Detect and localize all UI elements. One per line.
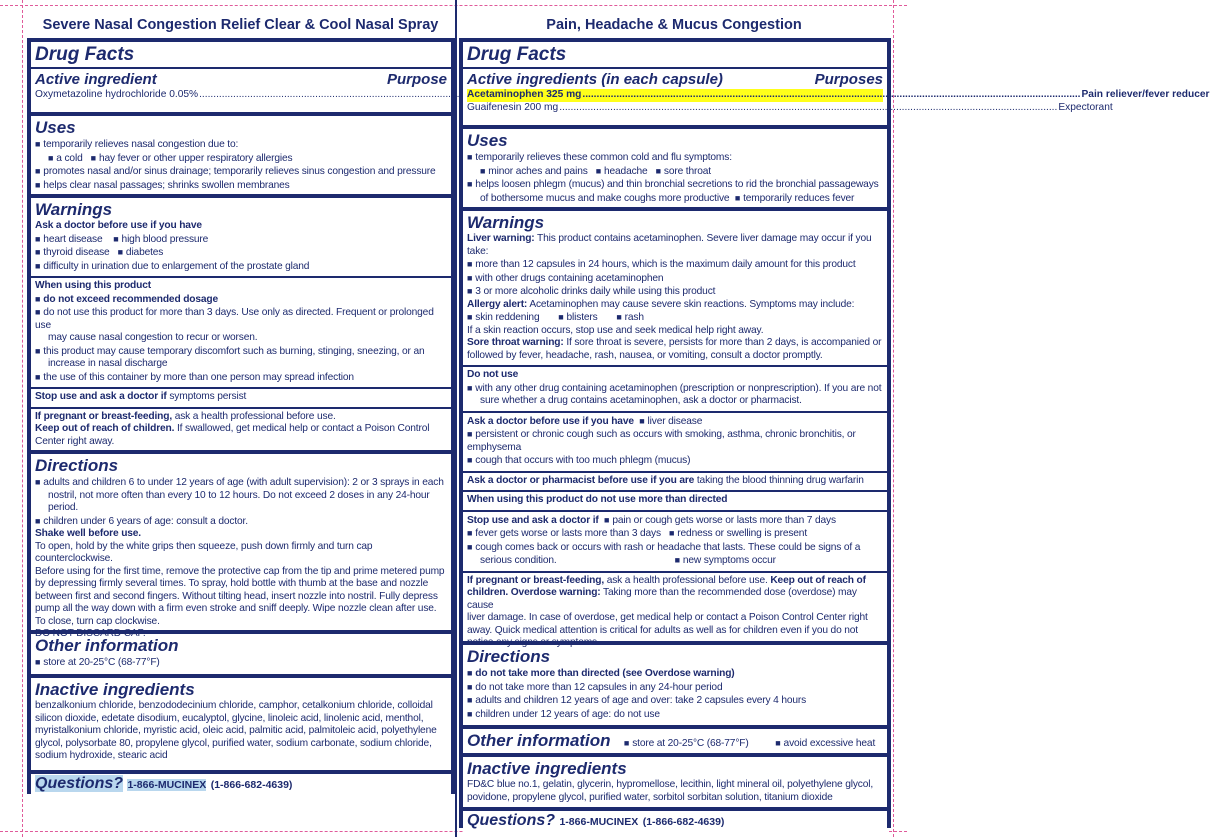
left-uses-item: ■ helps clear nasal passages; shrinks swollen membranes <box>35 179 447 193</box>
right-inactive-box: Inactive ingredients FD&C blue no.1, gelatin, glycerin, hypromellose, lecithin, light mineral oil, polyethylene glycol, povidone, propylene glycol, purified water, sorbitol sorbitan solution, titanium dioxide <box>463 757 887 807</box>
cut-line-right <box>893 0 894 837</box>
right-warnings-heading: Warnings <box>467 213 545 232</box>
right-warnings-box: Warnings Liver warning: This product contains acetaminophen. Severe liver damage may occur if you take: ■ more than 12 capsules in 24 hours, which is the maximum daily amount for this product ■ with other drugs containing acetaminophen ■ 3 or more alcoholic drinks daily while using this product Allergy alert: Acetaminophen may cause severe skin reactions. Symptoms may include: ■ skin reddening ■ blisters ■ rash If a skin reaction occurs, stop use and seek medical help right away. Sore throat warning: If sore throat is severe, persists for more than 2 days, is accompanied or followed by fever, headache, rash, nausea, or vomiting, consult a doctor promptly. Do not use ■ with any other drug containing acetaminophen (prescription or nonprescription). If you are not sure whether a drug contains acetaminophen, ask a doctor or pharmacist. Ask a doctor before use if you have ■ liver disease ■ persistent or chronic cough such as occurs with smoking, asthma, chronic bronchitis, or emphysema ■ cough that occurs with too much phlegm (mucus) Ask a doctor or pharmacist before use if you are taking the blood thinning drug warfarin When using this product do not use more than directed Stop use and ask a doctor if ■ pain or cough gets worse or lasts more than 7 days ■ fever gets worse or lasts more than 3 days ■ redness or swelling is present ■ cough comes back or occurs with rash or headache that lasts. These could be signs of a serious condition.■ new symptoms occur If pregnant or breast-feeding, ask a health professional before use. Keep out of reach of children. Overdose warning: Taking more than the recommended dose (overdose) may cause liver damage. In case of overdose, get medical help or contact a Poison Control Center right away. Quick medical attention is critical for adults as well as for children even if you do not notice any signs or symptoms. <box>463 211 887 641</box>
right-other-box: Other information ■ store at 20-25°C (68-77°F) ■ avoid excessive heat <box>463 729 887 753</box>
left-uses-item: ■ temporarily relieves nasal congestion due to: <box>35 138 447 152</box>
right-uses-box: Uses ■ temporarily relieves these common cold and flu symptoms: ■ minor aches and pains ■ headache ■ sore throat ■ helps loosen phlegm (mucus) and thin bronchial secretions to rid the bronchial passageways of bothersome mucus and make coughs more productive ■ temporarily reduces fever <box>463 129 887 207</box>
left-warnings-box: Warnings Ask a doctor before use if you have ■ heart disease ■ high blood pressure ■ thyroid disease ■ diabetes ■ difficulty in urination due to enlargement of the prostate gland When using this product ■ do not exceed recommended dosage ■ do not use this product for more than 3 days. Use only as directed. Frequent or prolonged use may cause nasal congestion to recur or worsen. ■ this product may cause temporary discomfort such as burning, stinging, sneezing, or an increase in nasal discharge ■ the use of this container by more than one person may spread infection Stop use and ask a doctor if symptoms persist If pregnant or breast-feeding, ask a health professional before use. Keep out of reach of children. If swallowed, get medical help or contact a Poison Control Center right away. <box>31 198 451 450</box>
center-divider <box>455 0 457 837</box>
left-when-using: When using this product <box>35 280 151 291</box>
left-phone-number: 1-866-MUCINEX <box>127 779 207 791</box>
left-product-title: Severe Nasal Congestion Relief Clear & Cool Nasal Spray <box>42 17 439 33</box>
right-drug-facts-heading: Drug Facts <box>467 44 567 65</box>
left-drug-facts-heading: Drug Facts <box>35 44 135 65</box>
right-directions-heading: Directions <box>467 647 551 666</box>
right-questions-box: Questions? 1-866-MUCINEX (1-866-682-4639) <box>463 811 887 835</box>
right-directions-box: Directions ■ do not take more than directed (see Overdose warning) ■ do not take more than 12 capsules in any 24-hour period ■ adults and children 12 years of age and over: take 2 capsules every 4 hours ■ children under 12 years of age: do not use <box>463 645 887 725</box>
left-directions-box: Directions ■ adults and children 6 to under 12 years of age (with adult supervision): 2 or 3 sprays in each nostril, not more often than every 10 to 12 hours. Do not exceed 2 doses in any 24-hour period. ■ children under 6 years of age: consult a doctor. Shake well before use. To open, hold by the white grips then squeeze, push down firmly and turn cap counterclockwise. Before using for the first time, remove the protective cap from the tip and prime metered pump by depressing firmly several times. To spray, hold bottle with thumb at the base and nozzle between first and second fingers. Without tilting head, insert nozzle into nostril. Fully depress pump all the way down with a firm even stroke and sniff deeply. Wipe nozzle clean after use. To close, turn cap clockwise. DO NOT DISCARD CAP. <box>31 454 451 630</box>
right-phone-number: 1-866-MUCINEX <box>559 816 639 828</box>
left-directions-heading: Directions <box>35 456 119 475</box>
left-uses-heading: Uses <box>35 118 76 137</box>
left-drug-facts-panel <box>27 38 455 794</box>
right-drug-facts-panel <box>459 38 1210 829</box>
left-uses-item: ■ promotes nasal and/or sinus drainage; temporarily relieves sinus congestion and pressure <box>35 165 447 179</box>
left-active-heading: Active ingredient <box>35 71 157 88</box>
cut-line-top <box>0 5 907 6</box>
right-uses-heading: Uses <box>467 131 508 150</box>
right-product-title: Pain, Headache & Mucus Congestion <box>546 17 802 33</box>
left-questions-box: Questions? 1-866-MUCINEX (1-866-682-4639) <box>31 774 451 798</box>
left-other-heading: Other information <box>35 636 179 655</box>
left-purpose-heading: Purpose <box>386 71 447 88</box>
right-questions-label: Questions? <box>467 812 556 829</box>
left-questions-label: Questions? <box>35 775 124 792</box>
right-active-row-highlighted: Acetaminophen 325 mg ..... Pain reliever/fever reducer <box>467 89 883 102</box>
left-uses-box: Uses ■ temporarily relieves nasal congestion due to: ■ a cold ■ hay fever or other upper respiratory allergies ■ promotes nasal and/or sinus drainage; temporarily relieves sinus congestion and pressure ■ helps clear nasal passages; shrinks swollen membranes <box>31 116 451 194</box>
left-ask-doctor: Ask a doctor before use if you have <box>35 220 202 231</box>
right-active-row: Guaifenesin 200 mg ..... Expectorant <box>467 102 883 115</box>
left-inactive-heading: Inactive ingredients <box>35 680 195 699</box>
right-purpose-heading: Purposes <box>814 71 883 88</box>
left-active-row: Oxymetazoline hydrochloride 0.05% ..... <box>35 89 447 102</box>
left-inactive-box: Inactive ingredients benzalkonium chloride, benzododecinium chloride, camphor, cetalkonium chloride, colloidal silicon dioxide, edetate disodium, eucalyptol, glycine, linoleic acid, linolenic acid, menthol, myristalkonium chloride, myristic acid, oleic acid, palmitic acid, palmitoleic acid, polyethylene glycol, polysorbate 80, propylene glycol, purified water, sodium carbonate, sodium chloride, sodium hydroxide, stearic acid <box>31 678 451 770</box>
cut-line-left <box>22 0 23 837</box>
left-active-box <box>31 42 451 112</box>
left-warnings-heading: Warnings <box>35 200 113 219</box>
right-inactive-heading: Inactive ingredients <box>467 759 627 778</box>
right-other-heading: Other information <box>467 731 611 750</box>
right-active-box <box>463 42 1210 125</box>
right-active-heading: Active ingredients (in each capsule) <box>467 71 723 88</box>
left-other-box: Other information ■ store at 20-25°C (68-77°F) <box>31 634 451 674</box>
